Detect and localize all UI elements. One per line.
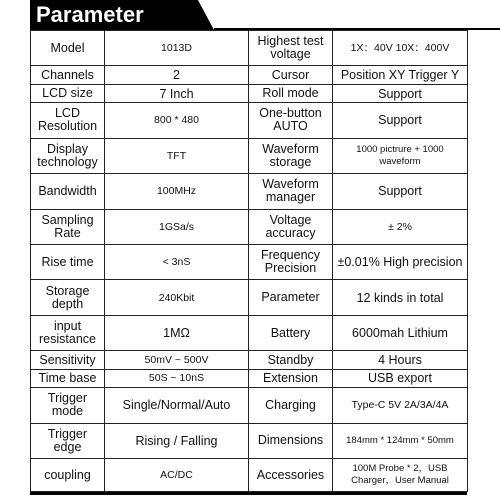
param-name: Cursor bbox=[249, 66, 333, 84]
page-title: Parameter bbox=[30, 0, 205, 30]
table-row bbox=[31, 369, 468, 387]
table-row bbox=[31, 245, 468, 280]
table-row bbox=[31, 31, 468, 66]
param-value: < 3nS bbox=[105, 245, 249, 280]
param-value: 7 Inch bbox=[105, 84, 249, 102]
table-row bbox=[31, 388, 468, 423]
param-value: 100M Probe * 2，USB Charger，User Manual bbox=[333, 459, 468, 492]
param-value: 1013D bbox=[105, 31, 249, 66]
table-row bbox=[31, 66, 468, 84]
param-value: 4 Hours bbox=[333, 351, 468, 369]
param-name: Channels bbox=[31, 66, 105, 84]
param-name: input resistance bbox=[31, 315, 105, 350]
param-value: 12 kinds in total bbox=[333, 280, 468, 315]
param-name: One-button AUTO bbox=[249, 103, 333, 138]
param-name: Model bbox=[31, 31, 105, 66]
param-name: Battery bbox=[249, 315, 333, 350]
param-value: 50mV ~ 500V bbox=[105, 351, 249, 369]
table-row bbox=[31, 103, 468, 138]
param-name: Extension bbox=[249, 369, 333, 387]
param-value: 2 bbox=[105, 66, 249, 84]
table-row bbox=[31, 351, 468, 369]
param-name: Frequency Precision bbox=[249, 245, 333, 280]
header-notch bbox=[198, 0, 214, 30]
param-value: Position XY Trigger Y bbox=[333, 66, 468, 84]
param-value: USB export bbox=[333, 369, 468, 387]
param-value: Rising / Falling bbox=[105, 423, 249, 458]
param-value: 184mm * 124mm * 50mm bbox=[333, 423, 468, 458]
spec-table bbox=[30, 30, 468, 492]
param-value: 6000mah Lithium bbox=[333, 315, 468, 350]
param-name: Dimensions bbox=[249, 423, 333, 458]
param-name: Parameter bbox=[249, 280, 333, 315]
param-name: Waveform manager bbox=[249, 174, 333, 209]
param-value: AC/DC bbox=[105, 459, 249, 492]
table-row bbox=[31, 138, 468, 173]
bottom-rule bbox=[30, 492, 467, 495]
param-name: coupling bbox=[31, 459, 105, 492]
param-value: 1GSa/s bbox=[105, 209, 249, 244]
param-name: Highest test voltage bbox=[249, 31, 333, 66]
param-value: 1MΩ bbox=[105, 315, 249, 350]
param-value: 800 * 480 bbox=[105, 103, 249, 138]
param-name: Charging bbox=[249, 388, 333, 423]
table-row bbox=[31, 280, 468, 315]
header-band bbox=[214, 0, 500, 30]
param-value: Support bbox=[333, 174, 468, 209]
param-name: Time base bbox=[31, 369, 105, 387]
param-name: Voltage accuracy bbox=[249, 209, 333, 244]
param-value: 50S ~ 10nS bbox=[105, 369, 249, 387]
param-name: LCD Resolution bbox=[31, 103, 105, 138]
table-row bbox=[31, 459, 468, 492]
param-name: Standby bbox=[249, 351, 333, 369]
table-row bbox=[31, 84, 468, 102]
param-name: Storage depth bbox=[31, 280, 105, 315]
table-row bbox=[31, 423, 468, 458]
param-name: Trigger mode bbox=[31, 388, 105, 423]
param-value: TFT bbox=[105, 138, 249, 173]
param-value: 1000 pictrure + 1000 waveform bbox=[333, 138, 468, 173]
param-name: Sampling Rate bbox=[31, 209, 105, 244]
param-value: ± 2% bbox=[333, 209, 468, 244]
param-value: Type-C 5V 2A/3A/4A bbox=[333, 388, 468, 423]
table-row bbox=[31, 209, 468, 244]
table-row bbox=[31, 315, 468, 350]
param-name: Waveform storage bbox=[249, 138, 333, 173]
param-name: Bandwidth bbox=[31, 174, 105, 209]
table-row bbox=[31, 174, 468, 209]
param-name: Display technology bbox=[31, 138, 105, 173]
param-name: Trigger edge bbox=[31, 423, 105, 458]
param-value: ±0.01% High precision bbox=[333, 245, 468, 280]
param-value: Support bbox=[333, 84, 468, 102]
param-name: Roll mode bbox=[249, 84, 333, 102]
param-name: Rise time bbox=[31, 245, 105, 280]
param-name: Sensitivity bbox=[31, 351, 105, 369]
param-value: Single/Normal/Auto bbox=[105, 388, 249, 423]
param-value: 1X：40V 10X：400V bbox=[333, 31, 468, 66]
param-value: Support bbox=[333, 103, 468, 138]
param-name: LCD size bbox=[31, 84, 105, 102]
param-value: 100MHz bbox=[105, 174, 249, 209]
header-bar bbox=[30, 0, 500, 30]
param-name: Accessories bbox=[249, 459, 333, 492]
param-value: 240Kbit bbox=[105, 280, 249, 315]
